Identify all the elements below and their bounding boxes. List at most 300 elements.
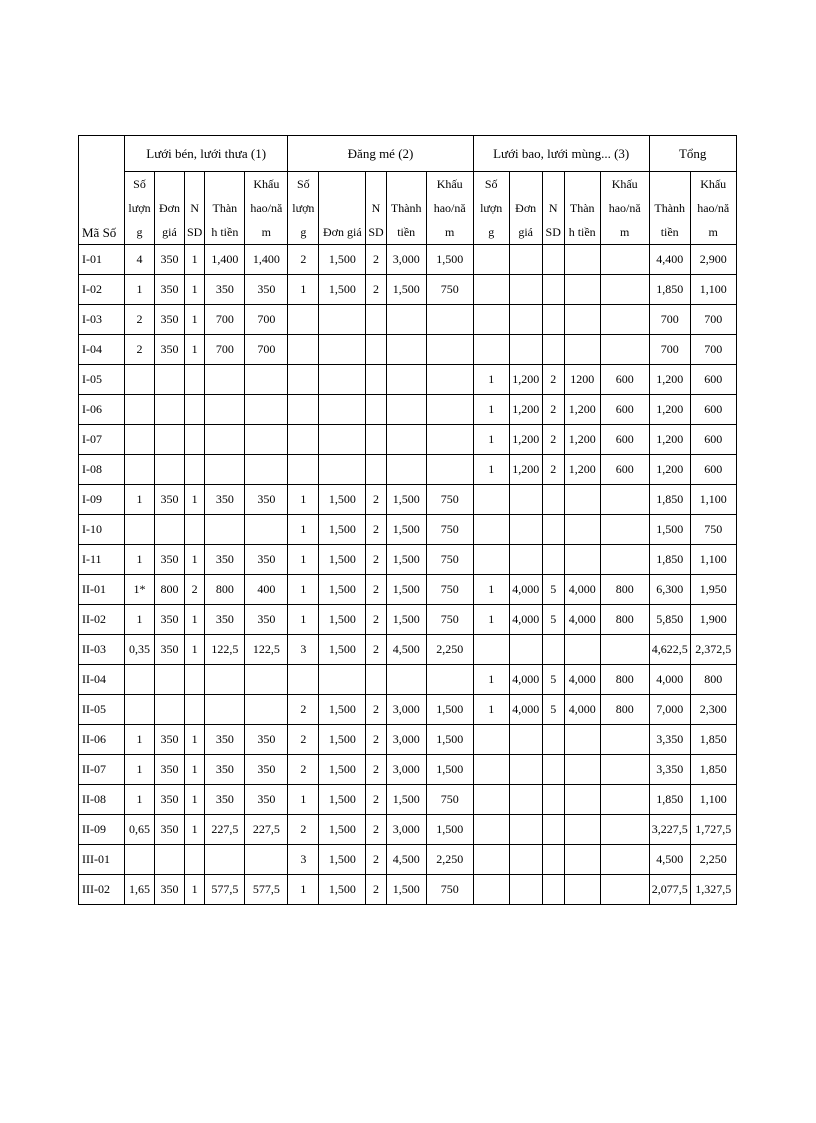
table-cell: 1 [288,875,319,905]
table-cell [473,335,509,365]
table-cell [600,545,649,575]
table-cell: 1 [288,575,319,605]
column-header-line [185,172,205,197]
table-cell: 350 [155,605,185,635]
table-cell [366,425,386,455]
table-cell: 3,000 [386,695,426,725]
row-code: II-06 [79,725,125,755]
table-cell [386,395,426,425]
table-cell [542,545,564,575]
table-cell: 1 [288,605,319,635]
table-cell [319,305,366,335]
table-cell: 1,400 [245,245,288,275]
table-cell [542,335,564,365]
table-cell: 1,500 [319,485,366,515]
column-header-line: Đơn [509,196,542,220]
table-cell: 2 [542,425,564,455]
table-cell: 1,500 [319,515,366,545]
table-cell [509,485,542,515]
table-cell: 5 [542,665,564,695]
table-cell [600,485,649,515]
table-row [79,425,737,455]
table-cell [600,845,649,875]
table-cell: 2 [366,785,386,815]
table-cell [386,365,426,395]
table-cell: 1 [185,305,205,335]
table-cell: 1,500 [386,485,426,515]
table-cell [205,425,245,455]
column-header-line [155,172,185,197]
table-cell: 750 [426,605,473,635]
table-cell: 3 [288,635,319,665]
table-cell [473,845,509,875]
table-cell [205,365,245,395]
row-code: I-10 [79,515,125,545]
row-code: II-09 [79,815,125,845]
group-header-1: Lưới bén, lưới thưa (1) [125,136,288,172]
table-cell: 1,500 [319,785,366,815]
table-cell [288,425,319,455]
table-cell [288,395,319,425]
table-cell [125,665,155,695]
table-cell [185,515,205,545]
table-cell [564,275,600,305]
table-cell: 350 [155,755,185,785]
table-cell: 1 [288,545,319,575]
table-cell: 1,500 [426,755,473,785]
table-cell [125,395,155,425]
table-cell: 1,100 [690,785,736,815]
table-row [79,635,737,665]
table-cell: 1,200 [649,455,690,485]
table-cell: 1* [125,575,155,605]
table-cell: 227,5 [245,815,288,845]
column-header-line: Thàn [205,196,245,220]
table-cell: 750 [426,785,473,815]
table-cell: 2 [288,695,319,725]
table-cell: 350 [205,755,245,785]
table-cell [542,305,564,335]
table-cell [600,305,649,335]
table-cell [155,665,185,695]
table-cell: 1 [185,605,205,635]
table-row [79,845,737,875]
table-cell [185,845,205,875]
table-cell [600,335,649,365]
table-cell [245,365,288,395]
row-code: III-01 [79,845,125,875]
table-cell: 800 [600,605,649,635]
table-cell: 2 [366,635,386,665]
table-cell: 4,500 [649,845,690,875]
table-row [79,335,737,365]
table-cell: 4,000 [509,575,542,605]
table-cell: 1 [185,245,205,275]
table-cell: 5 [542,575,564,605]
table-cell [386,455,426,485]
table-cell [288,305,319,335]
table-cell: 3 [288,845,319,875]
table-cell [509,245,542,275]
column-header-line: tiền [649,220,690,245]
table-cell: 700 [649,305,690,335]
table-cell: 2 [366,245,386,275]
group-header-3: Lưới bao, lưới mùng... (3) [473,136,649,172]
table-cell [366,305,386,335]
table-cell: 3,350 [649,725,690,755]
column-header-line: m [600,220,649,245]
column-header-line: tiền [386,220,426,245]
table-cell: 750 [690,515,736,545]
column-header-line: Khấu [690,172,736,197]
row-code: I-04 [79,335,125,365]
table-cell [473,725,509,755]
table-cell: 1 [473,395,509,425]
table-cell [155,365,185,395]
table-cell [125,425,155,455]
table-cell: 2 [288,755,319,785]
table-cell: 350 [155,485,185,515]
table-cell: 350 [205,605,245,635]
column-header-line: Số [125,172,155,197]
table-cell: 1 [125,605,155,635]
table-cell [319,395,366,425]
table-cell: 3,350 [649,755,690,785]
table-cell [542,845,564,875]
table-cell: 600 [600,365,649,395]
table-cell: 400 [245,575,288,605]
column-header-line: giá [509,220,542,245]
table-cell: 1,500 [386,605,426,635]
table-cell: 750 [426,515,473,545]
table-cell: 350 [205,725,245,755]
column-header-line: Thành [386,196,426,220]
table-row [79,695,737,725]
table-row [79,485,737,515]
table-cell [155,425,185,455]
table-cell [319,665,366,695]
table-cell: 1 [473,605,509,635]
table-cell: 2,300 [690,695,736,725]
row-code: II-03 [79,635,125,665]
table-cell [509,785,542,815]
table-cell: 577,5 [245,875,288,905]
table-cell: 800 [155,575,185,605]
table-cell [564,785,600,815]
table-cell: 350 [205,545,245,575]
column-header-line: Số [473,172,509,197]
table-cell [509,515,542,545]
column-header-line: N [366,196,386,220]
table-cell: 700 [690,305,736,335]
column-header-line [649,172,690,197]
table-cell [473,305,509,335]
column-header-line [319,196,366,220]
table-cell [600,275,649,305]
table-cell [509,815,542,845]
table-cell: 1 [185,785,205,815]
table-cell: 1,200 [564,425,600,455]
table-cell: 0,35 [125,635,155,665]
table-cell: 1 [185,725,205,755]
row-code: II-04 [79,665,125,695]
table-cell [245,695,288,725]
table-cell: 2,077,5 [649,875,690,905]
table-cell [205,395,245,425]
table-cell: 1,850 [649,485,690,515]
table-cell: 350 [245,275,288,305]
table-row [79,365,737,395]
table-cell: 350 [205,275,245,305]
table-cell: 350 [155,635,185,665]
column-header-line: h tiền [564,220,600,245]
table-cell [245,425,288,455]
table-cell: 2,372,5 [690,635,736,665]
table-cell: 2,250 [426,635,473,665]
table-cell [600,755,649,785]
table-cell: 700 [205,335,245,365]
table-cell [473,275,509,305]
column-header-line: lượn [473,196,509,220]
table-cell [245,665,288,695]
table-cell [426,305,473,335]
subheader-row [79,172,737,197]
table-cell: 1,850 [649,785,690,815]
column-header-line [319,172,366,197]
table-cell: 1,500 [426,725,473,755]
table-cell [155,845,185,875]
table-cell [564,725,600,755]
ma-so-header [79,136,125,245]
table-cell: 2 [366,275,386,305]
table-cell: 3,000 [386,815,426,845]
table-cell [245,515,288,545]
table-cell: 1,500 [426,815,473,845]
table-cell: 350 [245,605,288,635]
table-cell: 4,000 [509,695,542,725]
table-cell: 1,500 [319,605,366,635]
table-cell: 1,500 [649,515,690,545]
table-cell [509,725,542,755]
table-cell: 1 [473,695,509,725]
column-header-line: Đơn [155,196,185,220]
table-cell [366,665,386,695]
table-cell [426,335,473,365]
table-cell: 122,5 [245,635,288,665]
table-cell [245,395,288,425]
column-header-line: Khấu [600,172,649,197]
table-cell: 1,850 [649,545,690,575]
column-header-line: lượn [288,196,319,220]
column-header-line [509,172,542,197]
table-cell: 800 [600,575,649,605]
table-cell [386,305,426,335]
table-cell: 350 [245,545,288,575]
table-cell: 1,327,5 [690,875,736,905]
table-cell: 577,5 [205,875,245,905]
table-cell: 3,000 [386,755,426,785]
table-cell: 1 [185,485,205,515]
table-cell [288,335,319,365]
table-cell [509,845,542,875]
table-cell [509,335,542,365]
table-cell: 600 [690,395,736,425]
table-cell [564,635,600,665]
table-cell: 4,000 [649,665,690,695]
subheader-row [79,220,737,245]
table-cell [125,455,155,485]
table-cell: 2 [125,305,155,335]
table-cell [564,335,600,365]
table-cell: 1,100 [690,275,736,305]
table-cell: 122,5 [205,635,245,665]
table-cell: 1,500 [319,275,366,305]
table-cell [366,335,386,365]
table-row [79,545,737,575]
row-code: I-07 [79,425,125,455]
row-code: I-06 [79,395,125,425]
table-row [79,725,737,755]
table-cell: 750 [426,875,473,905]
table-row [79,575,737,605]
table-cell: 2 [288,725,319,755]
table-cell: 5 [542,605,564,635]
table-cell: 350 [155,335,185,365]
table-cell: 1,850 [690,755,736,785]
table-cell [288,365,319,395]
table-cell [426,365,473,395]
table-cell [600,725,649,755]
table-cell: 1,200 [509,365,542,395]
table-cell: 1,950 [690,575,736,605]
table-cell: 600 [600,395,649,425]
table-cell [600,515,649,545]
table-cell: 1 [185,335,205,365]
group-header-2: Đăng mé (2) [288,136,473,172]
table-cell [600,785,649,815]
table-cell [426,665,473,695]
table-cell: 2 [366,605,386,635]
table-cell [509,635,542,665]
table-cell: 800 [600,665,649,695]
table-cell [319,365,366,395]
table-cell [473,875,509,905]
table-row [79,785,737,815]
table-row [79,245,737,275]
column-header-line: m [426,220,473,245]
table-cell: 2,250 [426,845,473,875]
table-cell: 350 [155,785,185,815]
table-cell: 1 [185,635,205,665]
table-cell [564,305,600,335]
column-header-line: SD [366,220,386,245]
table-cell [542,815,564,845]
table-cell [319,425,366,455]
table-cell: 4,000 [509,665,542,695]
table-cell: 1,500 [386,785,426,815]
table-cell [245,455,288,485]
table-cell [155,515,185,545]
table-cell: 350 [245,725,288,755]
column-header-line: g [125,220,155,245]
table-cell: 1,500 [319,575,366,605]
table-cell: 1 [473,365,509,395]
table-cell [185,365,205,395]
table-cell: 1 [473,665,509,695]
table-cell: 3,000 [386,725,426,755]
table-cell: 350 [155,875,185,905]
table-cell: 700 [649,335,690,365]
table-cell: 1 [185,275,205,305]
table-cell: 1,200 [649,395,690,425]
table-cell [473,515,509,545]
row-code: II-07 [79,755,125,785]
column-header-line: m [245,220,288,245]
row-code: I-03 [79,305,125,335]
table-cell: 4,000 [564,695,600,725]
table-cell [366,455,386,485]
table-cell [366,395,386,425]
table-row [79,755,737,785]
table-cell: 1 [185,875,205,905]
table-cell [509,755,542,785]
row-code: I-05 [79,365,125,395]
table-cell [319,335,366,365]
column-header-line [205,172,245,197]
table-cell: 1,200 [649,365,690,395]
row-code: I-09 [79,485,125,515]
column-header-line: hao/nă [600,196,649,220]
column-header-line: N [185,196,205,220]
table-cell: 1,200 [649,425,690,455]
table-cell [564,245,600,275]
table-cell: 1,500 [386,545,426,575]
table-cell: 350 [205,785,245,815]
table-cell [509,275,542,305]
table-cell [426,455,473,485]
table-cell: 350 [245,785,288,815]
column-header-line: Thàn [564,196,600,220]
table-cell: 1 [125,275,155,305]
table-cell [564,845,600,875]
table-cell: 3,227,5 [649,815,690,845]
table-cell: 1 [288,785,319,815]
table-cell [542,755,564,785]
table-cell: 7,000 [649,695,690,725]
table-cell: 1 [125,545,155,575]
table-cell [205,695,245,725]
table-cell: 1 [125,785,155,815]
subheader-row [79,196,737,220]
table-cell: 1,100 [690,545,736,575]
table-cell: 1,100 [690,485,736,515]
table-cell: 1,500 [319,815,366,845]
table-cell: 1,200 [509,425,542,455]
table-cell [473,785,509,815]
table-cell: 1,500 [319,695,366,725]
column-header-line: hao/nă [690,196,736,220]
table-cell: 4,500 [386,845,426,875]
table-cell: 1 [473,575,509,605]
table-cell: 700 [245,335,288,365]
table-cell: 1,500 [386,575,426,605]
table-cell: 4,000 [564,605,600,635]
table-cell [185,425,205,455]
table-cell: 1,200 [509,455,542,485]
table-cell [366,365,386,395]
table-row [79,815,737,845]
table-cell: 700 [690,335,736,365]
